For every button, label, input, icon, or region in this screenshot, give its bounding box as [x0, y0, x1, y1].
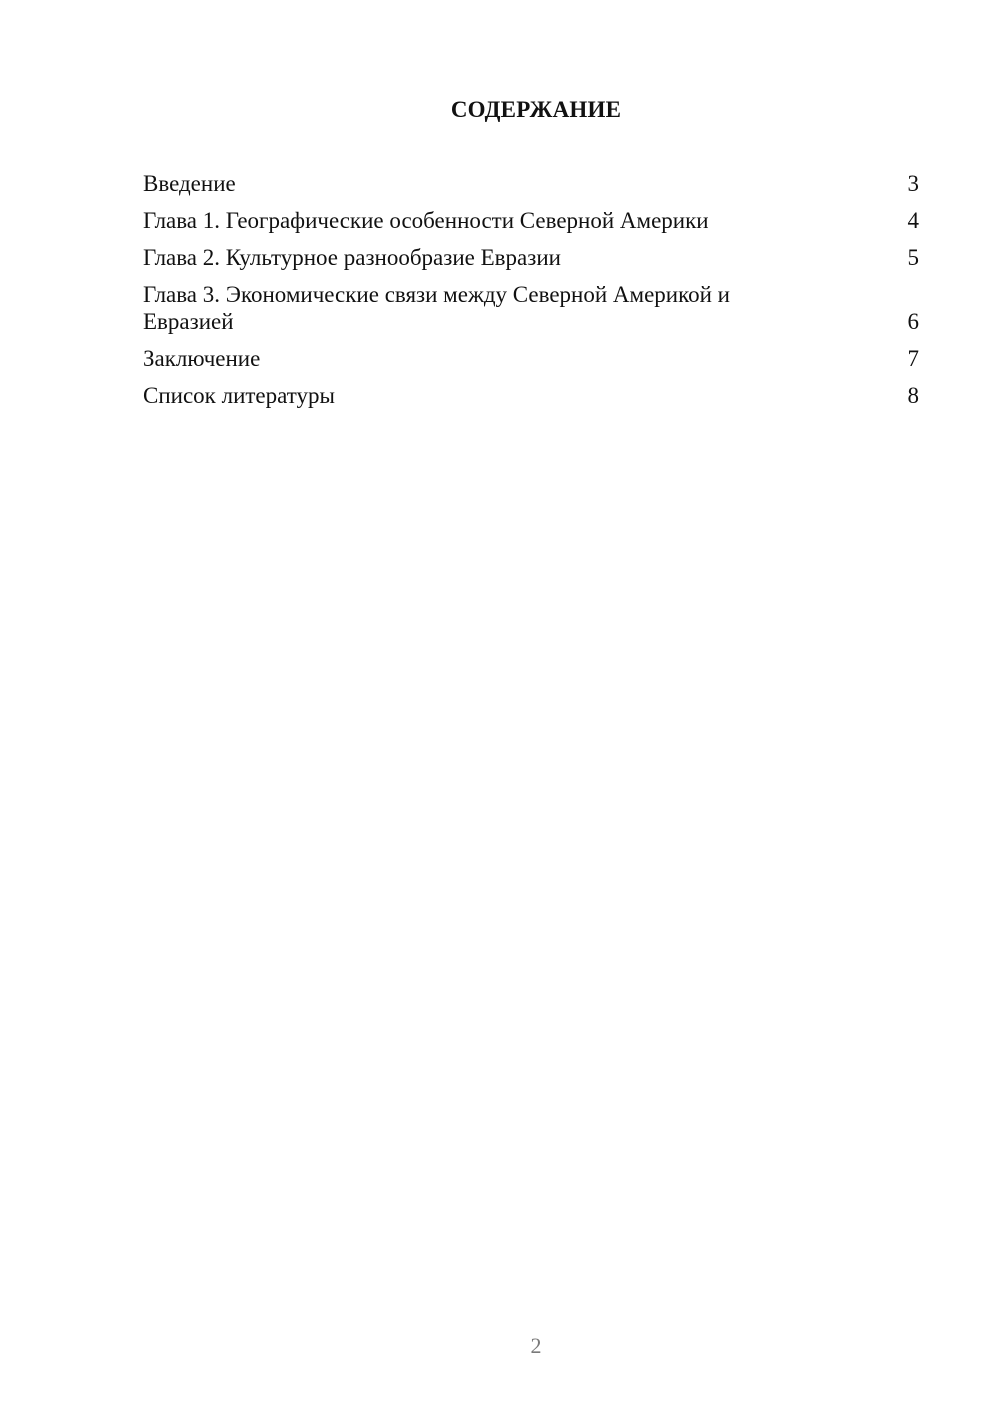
toc-entry-page: 3 [907, 171, 919, 196]
toc-entry-label: Глава 1. Географические особенности Северной Америки [143, 208, 709, 233]
toc-entry-page: 4 [907, 208, 919, 233]
toc-entry-label: Глава 2. Культурное разнообразие Евразии [143, 245, 561, 270]
toc-entry-page: 6 [907, 309, 919, 334]
toc-entry-page: 5 [907, 245, 919, 270]
toc-entry-label: Глава 3. Экономические связи между Северной Америкой и Евразией [143, 282, 730, 334]
page-number: 2 [530, 1333, 542, 1358]
toc-entry-label: Введение [143, 171, 236, 196]
page-title: СОДЕРЖАНИЕ [450, 97, 622, 122]
toc-entry-page: 8 [907, 383, 919, 408]
toc-entry-introduction [143, 170, 919, 197]
toc-entry-page: 7 [907, 346, 919, 371]
toc-entry-label: Список литературы [143, 383, 335, 408]
toc-entry-label: Заключение [143, 346, 261, 371]
toc-entry-bibliography [143, 382, 919, 409]
toc-entry-chapter-1 [143, 207, 919, 234]
toc-entry-chapter-2 [143, 244, 919, 271]
table-of-contents [143, 170, 919, 419]
toc-entry-conclusion [143, 345, 919, 372]
toc-entry-chapter-3 [143, 281, 919, 335]
